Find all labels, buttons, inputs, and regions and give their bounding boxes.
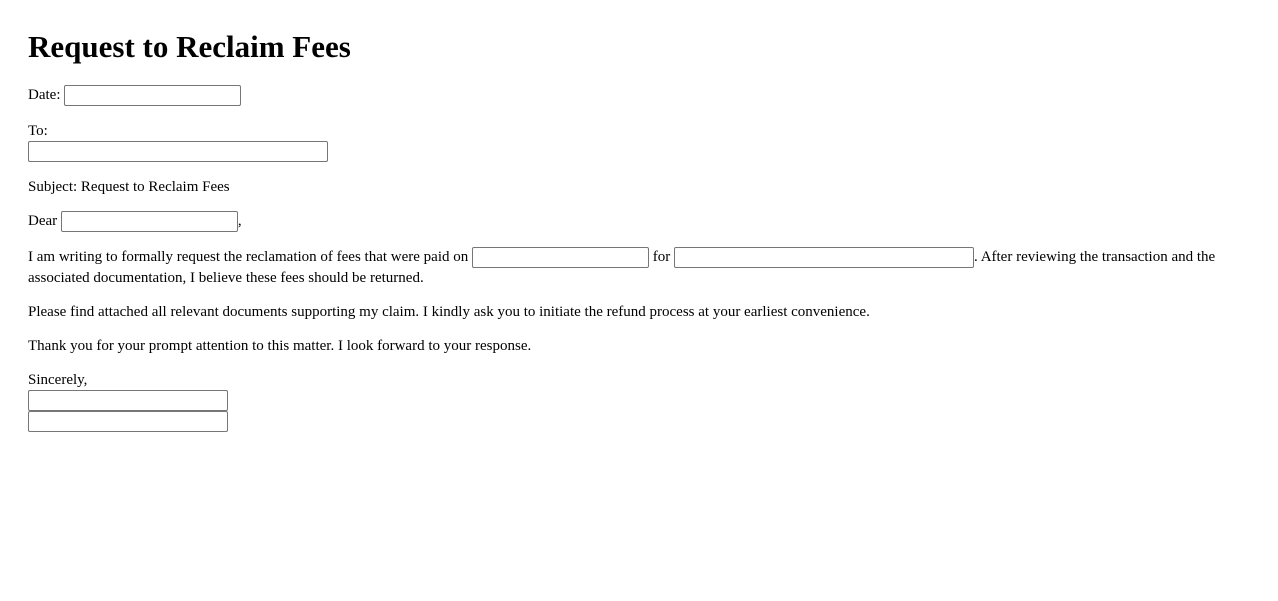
to-row xyxy=(28,121,1250,162)
to-label: To: xyxy=(28,123,48,140)
request-paragraph xyxy=(28,247,1250,288)
salutation-comma: , xyxy=(237,213,242,230)
attachments-paragraph: Please find attached all relevant documents supporting my claim. I kindly ask you to initiate the refund process at your earliest convenience. xyxy=(28,304,870,321)
date-label: Date: xyxy=(28,87,61,103)
recipient-name-input[interactable] xyxy=(61,211,238,232)
date-input[interactable] xyxy=(64,85,241,106)
request-text-connector: for xyxy=(652,249,671,266)
salutation-row xyxy=(28,211,1250,232)
subject-line: Subject: Request to Reclaim Fees xyxy=(28,179,230,196)
request-text-part1: I am writing to formally request the reclamation of fees that were paid on xyxy=(28,249,469,266)
thanks-paragraph: Thank you for your prompt attention to this matter. I look forward to your response. xyxy=(28,338,532,355)
fee-description-input[interactable] xyxy=(674,247,974,268)
page-title: Request to Reclaim Fees xyxy=(28,29,351,64)
signature-extra-input[interactable] xyxy=(28,411,228,432)
salutation-prefix: Dear xyxy=(28,213,58,230)
closing-block xyxy=(28,370,1250,432)
request-text-part2: . After reviewing the transaction and the associated documentation, I believe these fees should be returned. xyxy=(28,249,1216,287)
date-row xyxy=(28,85,1250,106)
signature-name-input[interactable] xyxy=(28,390,228,411)
paid-on-date-input[interactable] xyxy=(472,247,649,268)
closing-label: Sincerely, xyxy=(28,372,88,389)
recipient-input[interactable] xyxy=(28,141,328,162)
